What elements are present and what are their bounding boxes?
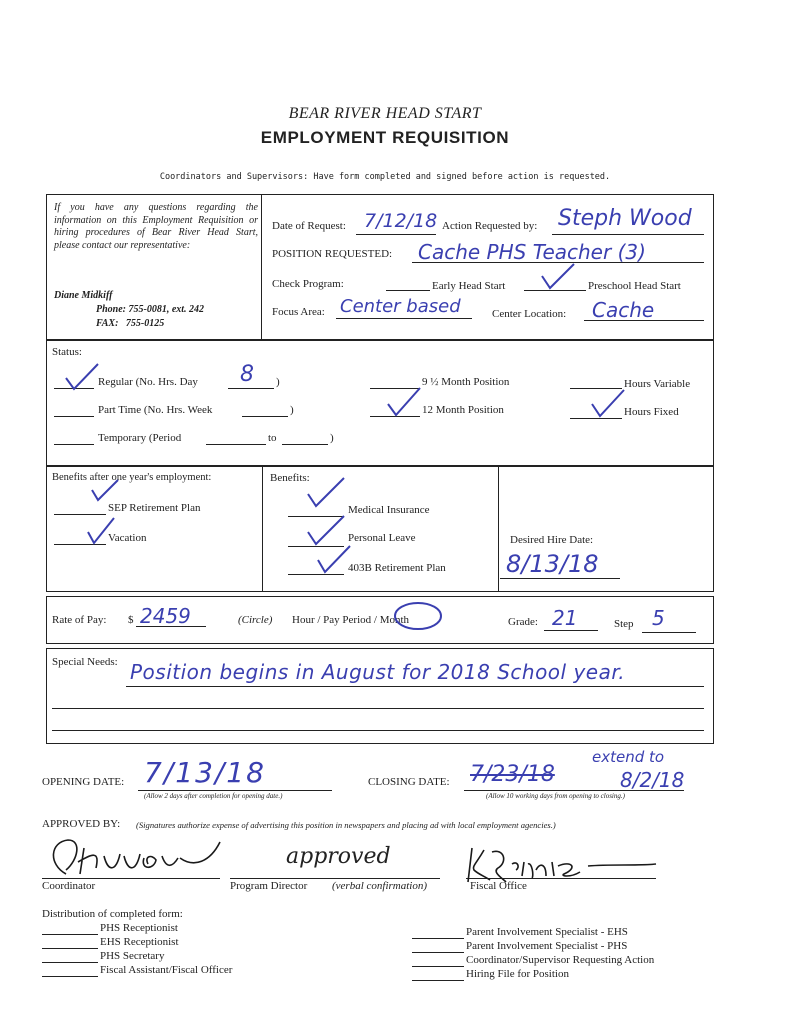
special-needs-label: Special Needs: xyxy=(52,656,118,668)
center-location-label: Center Location: xyxy=(492,308,567,320)
closing-date-note: (Allow 10 working days from opening to closing.) xyxy=(486,792,625,800)
dist-right-item: Parent Involvement Specialist - EHS xyxy=(466,926,628,938)
approved-by-label: APPROVED BY: xyxy=(42,818,121,830)
dist-left-item: PHS Receptionist xyxy=(100,922,178,934)
org-name: BEAR RIVER HEAD START xyxy=(288,105,482,122)
pay-currency: $ xyxy=(128,614,134,626)
phs-checkmark-icon[interactable] xyxy=(540,262,578,292)
temporary-close: ) xyxy=(330,432,334,444)
opening-date-label: OPENING DATE: xyxy=(42,776,125,788)
retirement-plan-label: 403B Retirement Plan xyxy=(348,562,446,574)
closing-date-extend[interactable]: extend to xyxy=(592,748,665,766)
month-circle-icon[interactable] xyxy=(392,598,444,632)
opening-date-note: (Allow 2 days after completion for opening date.) xyxy=(144,792,283,800)
closing-date-label: CLOSING DATE: xyxy=(368,776,450,788)
regular-checkmark-icon[interactable] xyxy=(64,362,100,392)
temporary-label: Temporary (Period xyxy=(98,432,182,444)
hours-fixed-checkmark-icon[interactable] xyxy=(590,388,626,420)
program-director-approved[interactable]: approved xyxy=(286,844,391,869)
date-of-request-label: Date of Request: xyxy=(272,220,346,232)
contact-name: Diane Midkiff xyxy=(54,290,113,301)
date-of-request-value[interactable]: 7/12/18 xyxy=(364,210,438,232)
twelve-month-checkmark-icon[interactable] xyxy=(386,386,422,418)
form-title: EMPLOYMENT REQUISITION xyxy=(260,128,510,147)
dist-left-item: Fiscal Assistant/Fiscal Officer xyxy=(100,964,233,976)
medical-insurance-label: Medical Insurance xyxy=(348,504,430,516)
part-time-label: Part Time (No. Hrs. Week xyxy=(98,404,213,416)
hours-fixed-label: Hours Fixed xyxy=(624,406,679,418)
grade-value[interactable]: 21 xyxy=(552,606,578,630)
form-instruction: Coordinators and Supervisors: Have form completed and signed before action is requested. xyxy=(159,172,611,182)
dist-left-item: PHS Secretary xyxy=(100,950,165,962)
pay-period-options: Hour / Pay Period / Month xyxy=(292,614,410,626)
dist-right-item: Parent Involvement Specialist - PHS xyxy=(466,940,628,952)
retirement-checkmark-icon[interactable] xyxy=(316,544,352,574)
closing-date-value[interactable]: 7/23/18 xyxy=(470,762,555,787)
verbal-confirmation-label: (verbal confirmation) xyxy=(332,880,428,892)
desired-hire-date-value[interactable]: 8/13/18 xyxy=(506,550,599,578)
desired-hire-date-label: Desired Hire Date: xyxy=(510,534,594,546)
part-time-close: ) xyxy=(290,404,294,416)
dist-left-item: EHS Receptionist xyxy=(100,936,179,948)
sep-checkmark-icon[interactable] xyxy=(90,478,120,504)
action-requested-label: Action Requested by: xyxy=(442,220,538,232)
twelve-month-label: 12 Month Position xyxy=(422,404,504,416)
distribution-label: Distribution of completed form: xyxy=(42,908,183,920)
closing-date-new-value[interactable]: 8/2/18 xyxy=(620,768,685,792)
position-requested-label: POSITION REQUESTED: xyxy=(272,248,393,260)
position-requested-value[interactable]: Cache PHS Teacher (3) xyxy=(418,240,646,264)
approved-by-note: (Signatures authorize expense of advertising this position in newspapers and placing ad with local employment agencies.) xyxy=(136,820,556,830)
focus-area-label: Focus Area: xyxy=(272,306,325,318)
vacation-label: Vacation xyxy=(108,532,147,544)
personal-leave-label: Personal Leave xyxy=(348,532,416,544)
medical-checkmark-icon[interactable] xyxy=(306,476,346,508)
step-label: Step xyxy=(614,618,634,630)
nine-half-month-label: 9 ½ Month Position xyxy=(422,376,510,388)
benefits-after-label: Benefits after one year's employment: xyxy=(52,472,212,483)
check-program-label: Check Program: xyxy=(272,278,344,290)
regular-label: Regular (No. Hrs. Day xyxy=(98,376,198,388)
fiscal-office-label: Fiscal Office xyxy=(470,880,527,892)
coordinator-label: Coordinator xyxy=(42,880,96,892)
coordinator-signature-icon xyxy=(44,834,224,880)
step-value[interactable]: 5 xyxy=(652,606,665,630)
sep-retirement-label: SEP Retirement Plan xyxy=(108,502,201,514)
circle-label: (Circle) xyxy=(238,614,273,626)
dist-right-item: Hiring File for Position xyxy=(466,968,569,980)
regular-close: ) xyxy=(276,376,280,388)
grade-label: Grade: xyxy=(508,616,538,628)
rate-of-pay-label: Rate of Pay: xyxy=(52,614,107,626)
regular-hours-value[interactable]: 8 xyxy=(240,362,254,387)
benefits-label: Benefits: xyxy=(270,472,310,484)
program-director-label: Program Director xyxy=(230,880,308,892)
opening-date-value[interactable]: 7/13/18 xyxy=(144,756,266,789)
dist-right-item: Coordinator/Supervisor Requesting Action xyxy=(466,954,655,966)
focus-area-value[interactable]: Center based xyxy=(340,296,461,317)
phs-label: Preschool Head Start xyxy=(588,280,681,292)
special-needs-value[interactable]: Position begins in August for 2018 School year. xyxy=(130,660,626,684)
status-label: Status: xyxy=(52,346,82,358)
center-location-value[interactable]: Cache xyxy=(592,298,655,322)
rate-of-pay-value[interactable]: 2459 xyxy=(140,604,191,628)
contact-fax: FAX: 755-0125 xyxy=(96,318,165,329)
contact-phone: Phone: 755-0081, ext. 242 xyxy=(96,304,205,315)
contact-text: If you have any questions regarding the information on this Employment Requisition or hiring procedures of Bear River Head Start, please contact our representative: xyxy=(54,202,258,251)
ehs-label: Early Head Start xyxy=(432,280,506,292)
action-requested-value[interactable]: Steph Wood xyxy=(558,206,692,231)
hours-variable-label: Hours Variable xyxy=(624,378,691,390)
temporary-to: to xyxy=(268,432,277,444)
personal-leave-checkmark-icon[interactable] xyxy=(306,514,346,546)
